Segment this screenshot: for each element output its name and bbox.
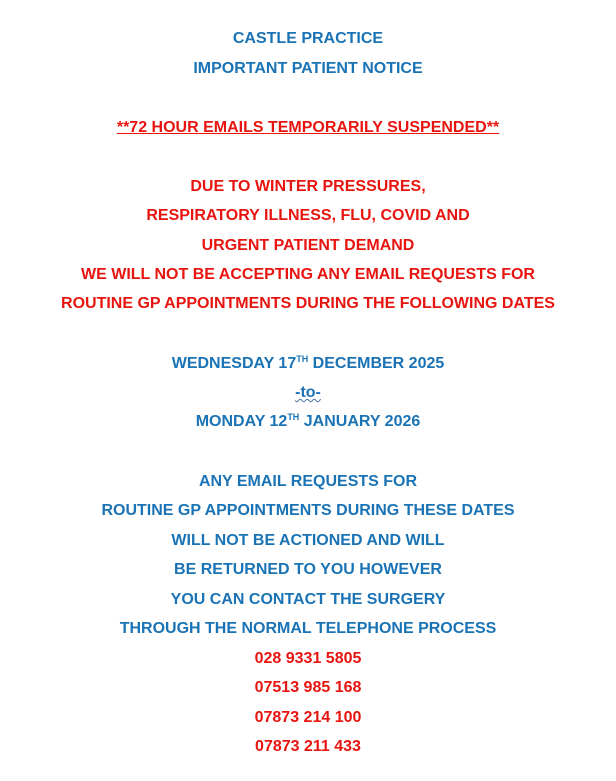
- practice-name: CASTLE PRACTICE: [232, 30, 384, 47]
- info-line: ROUTINE GP APPOINTMENTS DURING THESE DATES: [101, 502, 515, 519]
- info-line: YOU CAN CONTACT THE SURGERY: [170, 591, 446, 608]
- end-date-day: MONDAY 12: [195, 413, 288, 430]
- phone-number: 07873 214 100: [254, 709, 362, 726]
- start-date-suffix: TH: [296, 354, 309, 364]
- phone-number: 07873 211 433: [255, 738, 361, 755]
- reason-line: RESPIRATORY ILLNESS, FLU, COVID AND: [146, 207, 470, 224]
- end-date-rest: JANUARY 2026: [299, 413, 421, 430]
- start-date: [0, 354, 616, 374]
- phone-number: 028 9331 5805: [254, 650, 362, 667]
- notice-title: IMPORTANT PATIENT NOTICE: [193, 60, 423, 77]
- info-line: THROUGH THE NORMAL TELEPHONE PROCESS: [119, 620, 497, 637]
- start-date-day: WEDNESDAY 17: [171, 355, 297, 372]
- end-date: [0, 412, 616, 432]
- headline: [0, 118, 616, 138]
- date-separator: [0, 383, 616, 403]
- end-date-suffix: TH: [287, 412, 300, 422]
- reason-line: DUE TO WINTER PRESSURES,: [190, 178, 426, 195]
- date-separator-text: -to-: [295, 384, 321, 401]
- info-line: BE RETURNED TO YOU HOWEVER: [174, 561, 442, 578]
- start-date-rest: DECEMBER 2025: [308, 355, 445, 372]
- info-line: WILL NOT BE ACTIONED AND WILL: [171, 532, 445, 549]
- reason-line: ROUTINE GP APPOINTMENTS DURING THE FOLLOWING DATES: [61, 295, 555, 312]
- reason-line: WE WILL NOT BE ACCEPTING ANY EMAIL REQUESTS FOR: [81, 266, 535, 283]
- phone-number: 07513 985 168: [254, 679, 362, 696]
- reason-line: URGENT PATIENT DEMAND: [201, 237, 415, 254]
- headline-text: **72 HOUR EMAILS TEMPORARILY SUSPENDED**: [116, 119, 500, 136]
- info-line: ANY EMAIL REQUESTS FOR: [198, 473, 418, 490]
